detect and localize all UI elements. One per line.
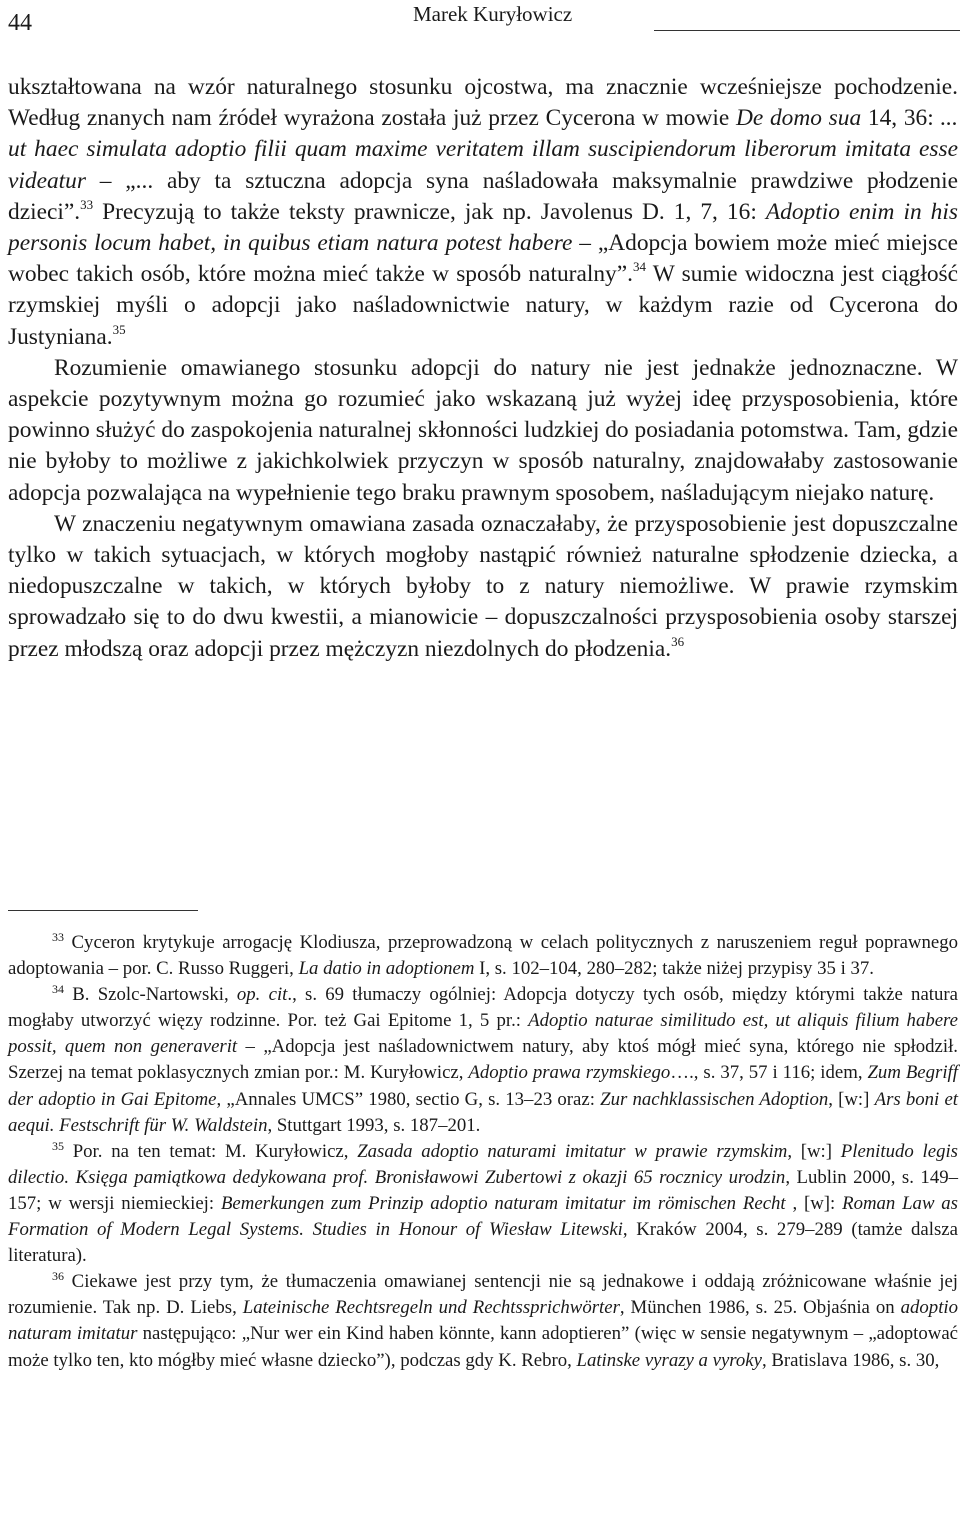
page-header bbox=[0, 0, 960, 48]
footnote-35: $^{35}$ Por. na ten temat: M. Kuryłowicz, Zasada adoptio naturami imitatur w prawie rzymskim, [w:] Plenitudo legis dilectio. Księga pamiątkowa dedykowana prof. Bronisławowi Zubertowi z okazji 65 rocznicy urodzin, Lublin 2000, s. 149–157; w wersji niemieckiej: Bemerkungen zum Prinzip adoptio naturam imitatur im römischen Recht , [w]: Roman Law as Formation of Modern Legal Systems. Studies in Honour of Wiesław Litewski, Kraków 2004, s. 279–289 (tamże dalsza literatura). bbox=[8, 1138, 958, 1267]
footnote-ref-34: 34 bbox=[632, 259, 646, 275]
footnote-ref-36: 36 bbox=[671, 633, 685, 649]
paragraph-2: Rozumienie omawianego stosunku adopcji do natury nie jest jednakże jednoznaczne. W aspekcie pozytywnym można go rozumieć jako wskazaną już wyżej ideę przysposobienia, które powinno służyć do zaspokojenia naturalnej skłonności ludzkiej do posiadania potomstwa. Tam, gdzie nie byłoby to możliwe z jakichkolwiek przyczyn w sposób naturalny, znajdowałaby zastosowanie adopcja pozwalająca na wypełnienie tego braku prawnym sposobem, naśladującym niejako naturę. bbox=[8, 354, 958, 506]
paragraph-3: W znaczeniu negatywnym omawiana zasada oznaczałaby, że przysposobienie jest dopuszczalne tylko w takich sytuacjach, w których mogłoby nastąpić również naturalne spłodzenie dziecka, a niedopuszczalne w takich, w których byłoby to z natury niemożliwe. W prawie rzymskim sprowadzało się to do dwu kwestii, a mianowicie – dopuszczalności przysposobienia osoby starszej przez młodszą oraz adopcji przez mężczyzn niezdolnych do płodzenia.$^{36}$ bbox=[8, 510, 958, 662]
running-head: Marek Kuryłowicz bbox=[413, 2, 573, 26]
header-rule bbox=[654, 30, 960, 31]
footnote-ref-33: 33 bbox=[80, 196, 94, 212]
footnote-33: $^{33}$ Cyceron krytykuje arrogację Klodiusza, przeprowadzoną w celach politycznych z naruszeniem reguł poprawnego adoptowania – por. C. Russo Ruggeri, La datio in adoptionem I, s. 102–104, 280–282; także niżej przypisy 35 i 37. bbox=[8, 930, 958, 980]
footnotes bbox=[8, 930, 958, 1374]
footnote-34: $^{34}$ B. Szolc-Nartowski, op. cit., s. 69 tłumaczy ogólniej: Adopcja dotyczy tych osób, między którymi także natura mogłaby utworzyć więzy rodzinne. Por. też Gai Epitome 1, 5 pr.: Adoptio naturae similitudo est, ut aliquis filium habere possit, quem non generaverit – „Adopcja jest naśladownictwem natury, aby ktoś mógł mieć syna, którego nie spłodził. Szerzej na temat poklasycznych zmian por.: M. Kuryłowicz, Adoptio prawa rzymskiego…., s. 37, 57 i 116; idem, Zum Begriff der adoptio in Gai Epitome, „Annales UMCS” 1980, sectio G, s. 13–23 oraz: Zur nachklassischen Adoption, [w:] Ars boni et aequi. Festschrift für W. Waldstein, Stuttgart 1993, s. 187–201. bbox=[8, 982, 959, 1136]
page-number: 44 bbox=[8, 10, 32, 36]
footnote-36: $^{36}$ Ciekawe jest przy tym, że tłumaczenia omawianej sentencji nie są jednakowe i oddają zróżnicowane właśnie jej rozumienie. Tak np. D. Liebs, Lateinische Rechtsregeln und Rechtssprichwörter, München 1986, s. 25. Objaśnia on adoptio naturam imitatur następująco: „Nur wer ein Kind haben könnte, kann adoptieren” (więc w sensie negatywnym – „adoptować może tylko ten, kto mógłby mieć własne dziecko”), podczas gdy K. Rebro, Latinske vyrazy a vyroky, Bratislava 1986, s. 30, bbox=[8, 1269, 959, 1371]
footnote-separator bbox=[8, 910, 198, 911]
main-text bbox=[8, 72, 958, 665]
footnote-ref-35: 35 bbox=[112, 321, 126, 337]
paragraph-1: ukształtowana na wzór naturalnego stosunku ojcostwa, ma znacznie wcześniejsze pochodzenie. Według znanych nam źródeł wyrażona została już przez Cycerona w mowie De domo sua 14, 36: ... ut haec simulata adoptio filii quam maxime veritatem illam suscipiendorum liberorum imitata esse videatur – „... aby ta sztuczna adopcja syna naśladowała maksymalnie prawdziwe płodzenie dzieci”.$^{33}$ Precyzują to także teksty prawnicze, jak np. Javolenus D. 1, 7, 16: Adoptio enim in his personis locum habet, in quibus etiam natura potest habere – „Adopcja bowiem może mieć miejsce wobec takich osób, które można mieć także w sposób naturalny”.$^{34}$ W sumie widoczna jest ciągłość rzymskiej myśli o adopcji jako naśladownictwie natury, w każdym razie od Cycerona do Justyniana.$^{35}$ bbox=[8, 74, 958, 350]
